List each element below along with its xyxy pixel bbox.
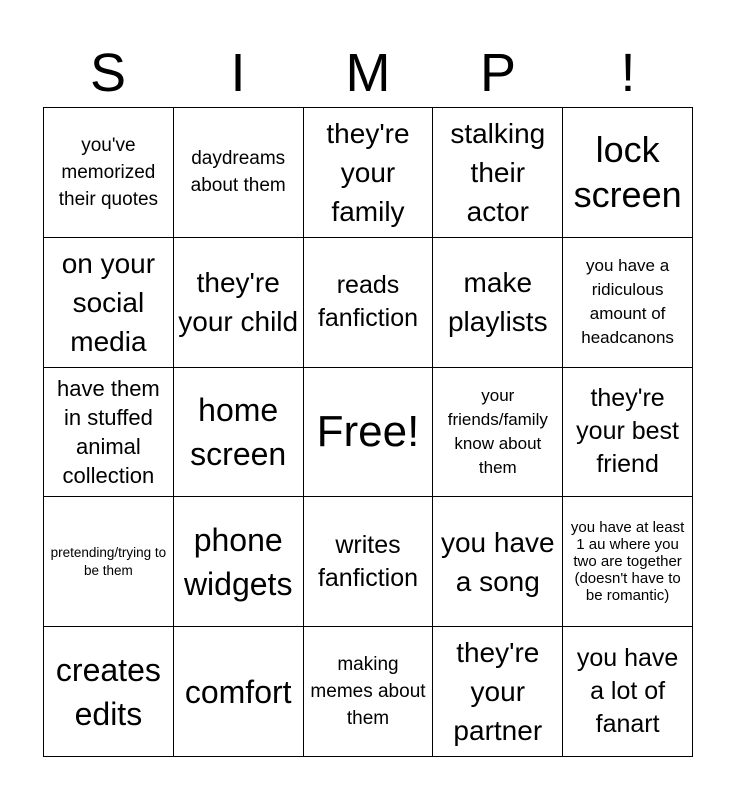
bingo-cell[interactable] <box>44 108 174 238</box>
cell-text: they're your family <box>326 117 410 227</box>
bingo-cell[interactable] <box>433 238 563 368</box>
cell-text: they're your child <box>178 267 299 338</box>
cell-text: creates edits <box>55 651 161 732</box>
bingo-cell[interactable] <box>563 368 693 498</box>
bingo-cell[interactable] <box>563 497 693 627</box>
cell-text: lock screen <box>573 129 682 216</box>
bingo-cell[interactable] <box>174 368 304 498</box>
bingo-header <box>43 42 693 104</box>
header-letter-s: S <box>89 43 127 103</box>
cell-text: make playlists <box>447 267 548 338</box>
header-letter-m: M <box>345 43 391 103</box>
bingo-cell[interactable] <box>304 238 434 368</box>
header-exclamation: ! <box>620 43 636 103</box>
bingo-cell[interactable] <box>563 108 693 238</box>
bingo-cell-free[interactable] <box>304 368 434 498</box>
header-letter-p: P <box>479 43 517 103</box>
cell-text: have them in stuffed animal collection <box>57 375 160 488</box>
cell-text: you have a lot of fanart <box>576 644 679 739</box>
bingo-cell[interactable] <box>433 108 563 238</box>
bingo-cell[interactable] <box>44 368 174 498</box>
cell-text: they're your best friend <box>576 384 680 479</box>
header-letter-i: I <box>230 43 246 103</box>
cell-text: you have a song <box>440 526 555 597</box>
cell-text: you have a ridiculous amount of headcanons <box>581 256 674 348</box>
free-space-text: Free! <box>316 406 420 456</box>
cell-text: they're your partner <box>453 637 543 747</box>
bingo-cell[interactable] <box>174 108 304 238</box>
bingo-cell[interactable] <box>563 238 693 368</box>
bingo-cell[interactable] <box>563 627 693 757</box>
cell-text: phone widgets <box>183 521 293 602</box>
bingo-cell[interactable] <box>44 238 174 368</box>
bingo-cell[interactable] <box>174 497 304 627</box>
bingo-cell[interactable] <box>44 497 174 627</box>
bingo-cell[interactable] <box>304 497 434 627</box>
bingo-grid <box>43 107 693 757</box>
bingo-cell[interactable] <box>433 497 563 627</box>
cell-text: writes fanfiction <box>317 530 419 592</box>
cell-text: pretending/trying to be them <box>50 544 167 578</box>
bingo-cell[interactable] <box>433 368 563 498</box>
cell-text: stalking their actor <box>450 117 546 227</box>
bingo-cell[interactable] <box>44 627 174 757</box>
bingo-cell[interactable] <box>174 627 304 757</box>
cell-text: your friends/family know about them <box>447 385 548 477</box>
cell-text: on your social media <box>61 247 156 357</box>
bingo-cell[interactable] <box>304 627 434 757</box>
cell-text: you've memorized their quotes <box>58 134 159 210</box>
cell-text: daydreams about them <box>190 148 286 197</box>
cell-text: reads fanfiction <box>317 271 419 333</box>
cell-text: comfort <box>184 673 292 710</box>
bingo-cell[interactable] <box>174 238 304 368</box>
cell-text: you have at least 1 au where you two are together (doesn't have to be romantic) <box>570 519 685 605</box>
cell-text: making memes about them <box>310 654 426 730</box>
bingo-cell[interactable] <box>304 108 434 238</box>
cell-text: home screen <box>190 391 287 472</box>
bingo-cell[interactable] <box>433 627 563 757</box>
